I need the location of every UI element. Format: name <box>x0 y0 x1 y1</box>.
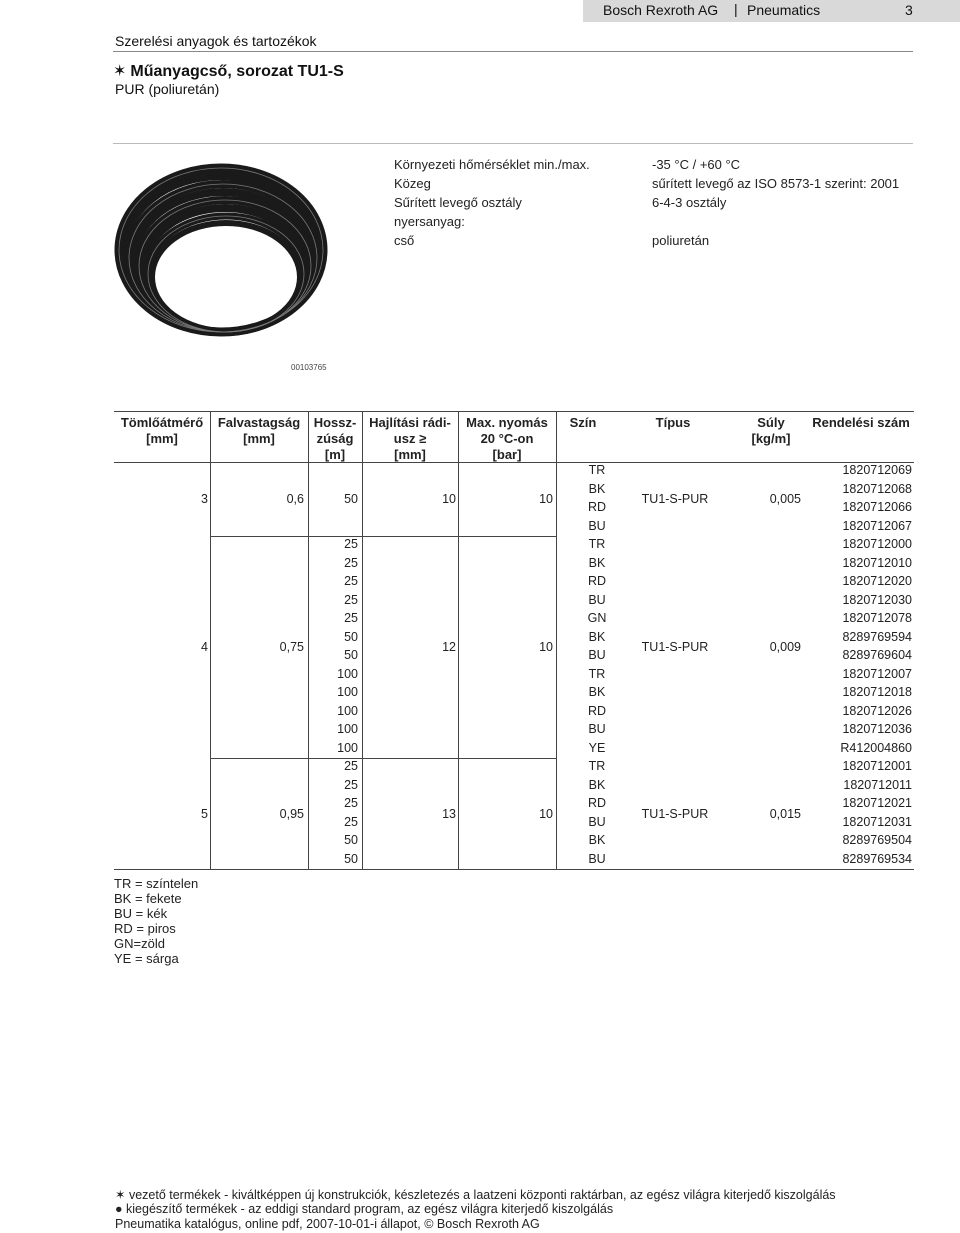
footnote-lead-products: ✶ vezető termékek - kiváltképpen új konstrukciók, készletezés a laatzeni központi raktárban, az egész világra kiterjedő kiszolgálás <box>115 1188 836 1202</box>
color-cell: TR <box>588 759 606 773</box>
bend-radius-cell: 12 <box>442 640 456 654</box>
length-cell: 25 <box>344 592 358 607</box>
length-cell: 100 <box>337 740 358 755</box>
color-cell: BK <box>588 833 606 847</box>
column-divider <box>210 411 211 869</box>
order-number-cell: R412004860 <box>840 740 912 755</box>
lead-product-star-icon: ✶ <box>113 63 127 80</box>
color-cell: BU <box>588 518 606 533</box>
spec-label: cső <box>394 233 415 248</box>
order-number-cell: 1820712068 <box>842 481 912 496</box>
column-divider <box>458 411 459 869</box>
order-number-cell: 1820712026 <box>842 703 912 718</box>
spec-value: 6-4-3 osztály <box>652 195 727 210</box>
column-header: Szín <box>569 415 597 430</box>
column-header: zúság <box>316 431 354 446</box>
type-cell: TU1-S-PUR <box>641 640 709 654</box>
product-title-text: Műanyagcső, sorozat TU1-S <box>130 63 344 80</box>
type-cell: TU1-S-PUR <box>641 492 709 506</box>
table-bottom-border <box>114 869 914 870</box>
length-cell: 25 <box>344 796 358 810</box>
product-material: PUR (poliuretán) <box>115 81 220 97</box>
order-number-cell: 8289769594 <box>842 629 912 644</box>
column-header: [bar] <box>492 447 522 462</box>
length-cell: 25 <box>344 574 358 588</box>
color-cell: TR <box>588 537 606 551</box>
spec-value: sűrített levegő az ISO 8573-1 szerint: 2001 <box>652 176 900 191</box>
color-cell: BK <box>588 685 606 699</box>
order-number-cell: 8289769604 <box>842 648 912 662</box>
order-number-cell: 1820712021 <box>842 796 912 810</box>
color-cell: BU <box>588 592 606 607</box>
pressure-cell: 10 <box>539 492 553 506</box>
legend-item: TR = színtelen <box>114 876 199 891</box>
color-cell: BK <box>588 481 606 496</box>
column-header: Tömlőátmérő <box>120 415 204 430</box>
weight-cell: 0,015 <box>769 806 801 821</box>
order-number-cell: 1820712018 <box>842 685 912 699</box>
legend-item: YE = sárga <box>114 951 179 966</box>
color-cell: YE <box>588 740 606 755</box>
column-header: Max. nyomás <box>466 415 548 430</box>
bend-radius-cell: 10 <box>442 492 456 506</box>
column-header: [mm] <box>146 431 178 446</box>
column-header: Hossz- <box>313 415 357 430</box>
order-number-cell: 8289769534 <box>842 851 912 866</box>
color-cell: RD <box>587 574 607 588</box>
column-divider <box>556 411 557 869</box>
color-cell: GN <box>587 611 607 625</box>
length-cell: 50 <box>344 648 358 662</box>
legend-item: BU = kék <box>114 906 168 921</box>
column-header: [m] <box>324 447 346 462</box>
column-header: [mm] <box>243 431 275 446</box>
section-title: Szerelési anyagok és tartozékok <box>115 33 317 49</box>
legend-item: RD = piros <box>114 921 176 936</box>
spec-label: nyersanyag: <box>394 214 465 229</box>
diameter-cell: 4 <box>201 640 208 654</box>
order-number-cell: 1820712067 <box>842 518 912 533</box>
color-cell: BU <box>588 814 606 829</box>
column-header: [mm] <box>394 447 426 462</box>
header-section: Pneumatics <box>747 2 821 18</box>
length-cell: 25 <box>344 537 358 551</box>
header-bottom-border <box>114 462 914 463</box>
order-number-cell: 1820712066 <box>842 500 912 514</box>
column-header: usz ≥ <box>393 431 427 446</box>
length-cell: 100 <box>337 703 358 718</box>
page-number: 3 <box>905 2 913 18</box>
color-cell: BK <box>588 555 606 570</box>
length-cell: 100 <box>337 666 358 681</box>
spec-value: -35 °C / +60 °C <box>652 157 741 172</box>
spec-label: Környezeti hőmérséklet min./max. <box>394 157 590 172</box>
product-title <box>113 61 344 81</box>
column-divider <box>308 411 309 869</box>
column-header: Típus <box>655 415 691 430</box>
weight-cell: 0,009 <box>769 640 801 654</box>
order-number-cell: 1820712036 <box>842 722 912 736</box>
color-cell: BU <box>588 851 606 866</box>
color-cell: RD <box>587 703 607 718</box>
length-cell: 25 <box>344 759 358 773</box>
length-cell: 100 <box>337 722 358 736</box>
diameter-cell: 5 <box>201 806 208 821</box>
catalog-footer: Pneumatika katalógus, online pdf, 2007-10-01-i állapot, © Bosch Rexroth AG <box>115 1217 540 1231</box>
length-cell: 25 <box>344 814 358 829</box>
column-header: Falvastagság <box>217 415 301 430</box>
header-separator: | <box>734 1 738 17</box>
color-cell: BU <box>588 722 606 736</box>
wall-thickness-cell: 0,75 <box>279 640 304 654</box>
type-cell: TU1-S-PUR <box>641 806 709 821</box>
column-header: Hajlítási rádi- <box>369 415 451 430</box>
image-id: 00103765 <box>291 363 327 372</box>
length-cell: 25 <box>344 555 358 570</box>
order-number-cell: 1820712030 <box>842 592 912 607</box>
order-number-cell: 1820712020 <box>842 574 912 588</box>
length-cell: 25 <box>344 611 358 625</box>
diameter-cell: 3 <box>201 492 208 506</box>
pressure-cell: 10 <box>539 640 553 654</box>
length-cell: 25 <box>344 777 358 792</box>
wall-thickness-cell: 0,6 <box>286 492 304 506</box>
table-top-border <box>114 411 914 412</box>
column-header: 20 °C-on <box>480 431 534 446</box>
column-header: Súly <box>757 415 785 430</box>
order-number-cell: 1820712011 <box>843 777 912 792</box>
spec-label: Sűrített levegő osztály <box>394 195 522 210</box>
legend-item: GN=zöld <box>114 936 165 951</box>
order-number-cell: 1820712007 <box>842 666 912 681</box>
length-cell: 50 <box>344 629 358 644</box>
order-number-cell: 1820712000 <box>842 537 912 551</box>
color-cell: TR <box>588 666 606 681</box>
bend-radius-cell: 13 <box>442 806 456 821</box>
order-number-cell: 1820712078 <box>842 611 912 625</box>
color-cell: TR <box>588 463 606 477</box>
column-header: [kg/m] <box>751 431 791 446</box>
footnote-supplementary-products: ● kiegészítő termékek - az eddigi standard program, az egész világra kiterjedő kiszolgálás <box>115 1202 614 1216</box>
legend-item: BK = fekete <box>114 891 182 906</box>
order-number-cell: 1820712001 <box>842 759 912 773</box>
order-number-cell: 1820712010 <box>842 555 912 570</box>
spec-label: Közeg <box>394 176 431 191</box>
weight-cell: 0,005 <box>769 492 801 506</box>
color-cell: RD <box>587 796 607 810</box>
order-number-cell: 1820712069 <box>842 463 912 477</box>
header-bar <box>583 0 960 22</box>
length-cell: 100 <box>337 685 358 699</box>
column-divider <box>362 411 363 869</box>
color-cell: BK <box>588 629 606 644</box>
spec-value: poliuretán <box>652 233 710 248</box>
image-divider <box>113 143 913 144</box>
section-divider <box>113 51 913 52</box>
color-cell: BU <box>588 648 606 662</box>
length-cell: 50 <box>344 851 358 866</box>
group-separator <box>210 758 556 759</box>
group-separator <box>210 536 556 537</box>
order-number-cell: 1820712031 <box>842 814 912 829</box>
column-header: Rendelési szám <box>812 415 910 430</box>
tube-coil-image <box>113 150 333 380</box>
color-cell: BK <box>588 777 606 792</box>
company-name: Bosch Rexroth AG <box>603 2 719 18</box>
color-legend <box>114 876 198 966</box>
order-number-cell: 8289769504 <box>842 833 912 847</box>
color-cell: RD <box>587 500 607 514</box>
wall-thickness-cell: 0,95 <box>279 806 304 821</box>
length-cell: 50 <box>344 833 358 847</box>
length-cell: 50 <box>344 492 358 506</box>
pressure-cell: 10 <box>539 806 553 821</box>
